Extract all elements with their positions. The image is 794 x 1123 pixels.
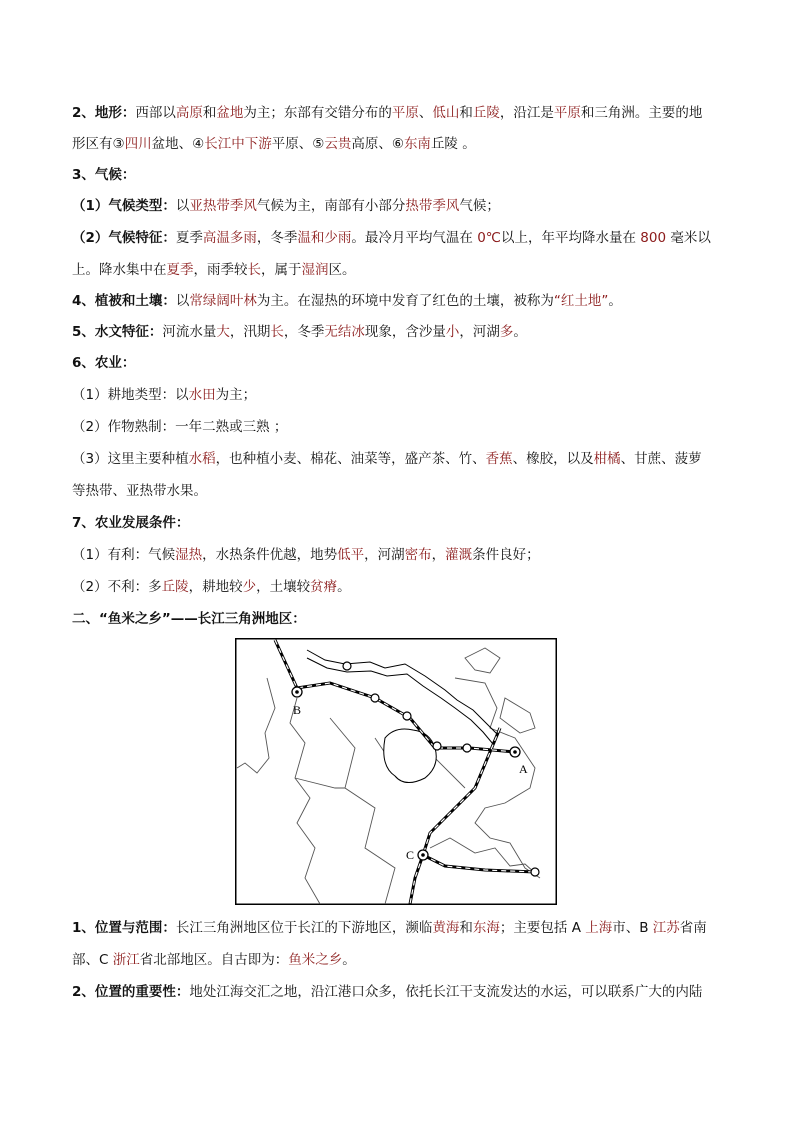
importance-line: 2、位置的重要性：地处江海交汇之地，沿江港口众多，依托长江干支流发达的水运，可以联系广大的内陆 <box>72 984 703 1000</box>
climate-heading: 3、气候： <box>72 167 136 183</box>
farmland-type-line: （1）耕地类型：以水田为主； <box>72 387 257 403</box>
climate-feature-line-2: 上。降水集中在夏季，雨季较长，属于湿润区。 <box>72 262 356 278</box>
agriculture-heading: 6、农业： <box>72 355 136 371</box>
yangtze-delta-map <box>235 638 557 905</box>
unfavorable-line: （2）不利：多丘陵，耕地较少，土壤较贫瘠。 <box>72 579 351 595</box>
map-label-b: B <box>293 703 302 717</box>
city-b-marker <box>292 687 302 697</box>
map-label-c: C <box>406 848 415 862</box>
vegetation-soil-line: 4、植被和土壤：以常绿阔叶林为主。在湿热的环境中发育了红色的土壤，被称为“红土地”。 <box>72 293 622 309</box>
map-label-a: A <box>519 762 528 776</box>
location-line-1: 1、位置与范围：长江三角洲地区位于长江的下游地区，濒临黄海和东海；主要包括 A 上海市、B 江苏省南 <box>72 920 707 936</box>
city-c-marker <box>418 850 428 860</box>
station-circle <box>531 868 539 876</box>
agri-conditions-heading: 7、农业发展条件： <box>72 515 190 531</box>
section-heading: 2、地形： <box>72 105 136 121</box>
location-line-2: 部、C 浙江省北部地区。自古即为：鱼米之乡。 <box>72 952 356 968</box>
climate-feature-line-1: （2）气候特征：夏季高温多雨，冬季温和少雨。最冷月平均气温在 0℃以上，年平均降水量在 800 毫米以 <box>72 230 711 246</box>
station-circle <box>371 694 379 702</box>
hydrology-line: 5、水文特征：河流水量大，汛期长，冬季无结冰现象，含沙量小，河湖多。 <box>72 324 527 340</box>
cropping-system-line: （2）作物熟制：一年二熟或三熟 ； <box>72 419 288 435</box>
station-circle <box>403 712 411 720</box>
city-a-marker <box>510 747 520 757</box>
part2-title: 二、“鱼米之乡”——长江三角洲地区： <box>72 611 306 627</box>
station-circle <box>463 744 471 752</box>
climate-type-line: （1）气候类型：以亚热带季风气候为主，南部有小部分热带季风气候； <box>72 198 500 214</box>
terrain-line-1: 2、地形：西部以高原和盆地为主；东部有交错分布的平原、低山和丘陵，沿江是平原和三角洲。主要的地 <box>72 105 703 121</box>
crops-line-2: 等热带、亚热带水果。 <box>72 483 207 499</box>
station-circle <box>343 662 351 670</box>
terrain-line-2: 形区有③四川盆地、④长江中下游平原、⑤云贵高原、⑥东南丘陵 。 <box>72 136 476 152</box>
crops-line-1: （3）这里主要种植水稻，也种植小麦、棉花、油菜等，盛产茶、竹、香蕉、橡胶，以及柑橘、甘蔗、菠萝 <box>72 451 702 467</box>
station-circle <box>433 742 441 750</box>
favorable-line: （1）有利：气候湿热，水热条件优越，地势低平，河湖密布，灌溉条件良好； <box>72 547 540 563</box>
